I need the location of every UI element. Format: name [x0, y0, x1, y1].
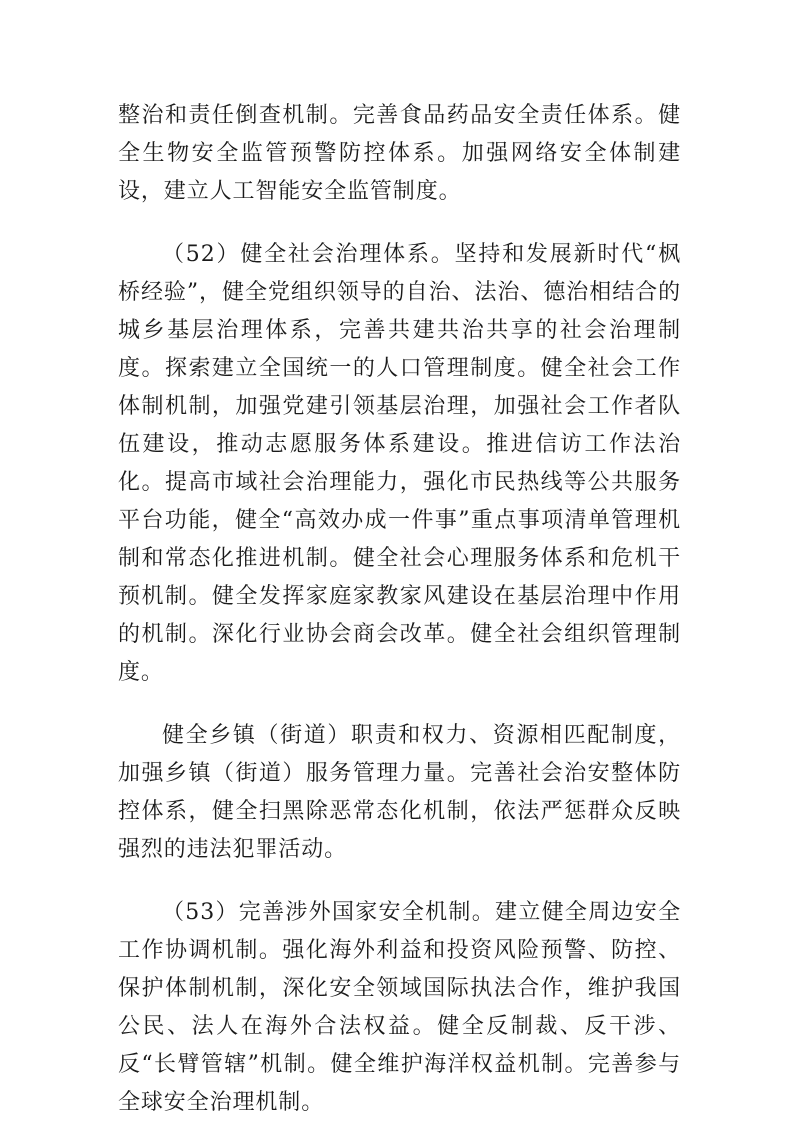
paragraph-52-social-governance: （52）健全社会治理体系。坚持和发展新时代“枫桥经验”，健全党组织领导的自治、法治、德治相结合的城乡基层治理体系，完善共建共治共享的社会治理制度。探索建立全国统一的人口管理制度。健全社会工作体制机制，加强党建引领基层治理，加强社会工作者队伍建设，推动志愿服务体系建设。推进信访工作法治化。提高市域社会治理能力，强化市民热线等公共服务平台功能，健全“高效办成一件事”重点事项清单管理机制和常态化推进机制。健全社会心理服务体系和危机干预机制。健全发挥家庭家教家风建设在基层治理中作用的机制。深化行业协会商会改革。健全社会组织管理制度。: [118, 242, 681, 685]
paragraph-53-foreign-security: （53）完善涉外国家安全机制。建立健全周边安全工作协调机制。强化海外利益和投资风险预警、防控、保护体制机制，深化安全领域国际执法合作，维护我国公民、法人在海外合法权益。健全反制裁、反干涉、反“长臂管辖”机制。健全维护海洋权益机制。完善参与全球安全治理机制。: [118, 900, 681, 1115]
paragraph-safety-supervision: 整治和责任倒查机制。完善食品药品安全责任体系。健全生物安全监管预警防控体系。加强网络安全体制建设，建立人工智能安全监管制度。: [118, 103, 681, 204]
paragraph-township-governance: 健全乡镇（街道）职责和权力、资源相匹配制度，加强乡镇（街道）服务管理力量。完善社会治安整体防控体系，健全扫黑除恶常态化机制，依法严惩群众反映强烈的违法犯罪活动。: [118, 723, 681, 862]
